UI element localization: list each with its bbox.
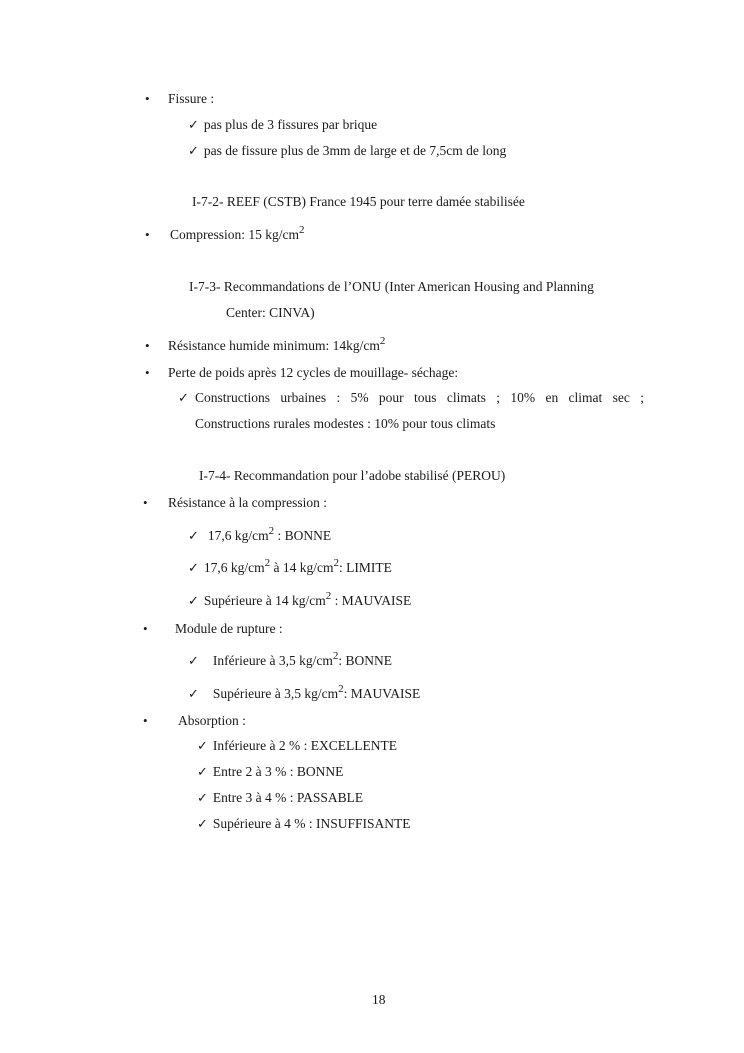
bullet-compression: • xyxy=(145,227,150,242)
constructions-line1: Constructions urbaines : 5% pour tous climats ; 10% en climat sec ; xyxy=(195,390,644,405)
resistance-item-2-mid: à 14 kg/cm xyxy=(270,560,334,575)
resistance-item-2-pre: 17,6 kg/cm xyxy=(203,560,265,575)
check-icon: ✓ xyxy=(188,593,199,608)
check-icon: ✓ xyxy=(197,790,208,805)
check-icon: ✓ xyxy=(188,560,199,575)
bullet-resistance-humide: • xyxy=(145,338,150,353)
module-item-2-post: : MAUVAISE xyxy=(343,686,421,701)
bullet-module: • xyxy=(143,621,148,636)
absorption-item-4-text: Supérieure à 4 % : INSUFFISANTE xyxy=(212,816,411,831)
superscript: 2 xyxy=(332,650,339,662)
module-item-2 xyxy=(188,685,420,703)
module-item-1-pre: Inférieure à 3,5 kg/cm xyxy=(212,653,333,668)
superscript: 2 xyxy=(379,335,386,347)
resistance-humide-text: Résistance humide minimum: 14kg/cm xyxy=(168,338,380,353)
superscript: 2 xyxy=(338,683,344,695)
resistance-item-3-post: : MAUVAISE xyxy=(331,593,412,608)
bullet-perte: • xyxy=(145,365,150,380)
module-item-2-pre: Supérieure à 3,5 kg/cm xyxy=(212,686,339,701)
check-icon: ✓ xyxy=(188,143,199,158)
absorption-item-3 xyxy=(197,789,363,807)
absorption-item-1 xyxy=(197,737,397,755)
check-icon: ✓ xyxy=(178,390,189,405)
absorption-item-3-text: Entre 3 à 4 % : PASSABLE xyxy=(212,790,364,805)
module-label: Module de rupture : xyxy=(175,621,283,636)
bullet-fissure: • xyxy=(145,91,150,106)
compression-line xyxy=(170,226,305,244)
absorption-label: Absorption : xyxy=(178,713,246,728)
absorption-item-2-text: Entre 2 à 3 % : BONNE xyxy=(212,764,344,779)
resistance-item-3 xyxy=(188,592,411,610)
fissure-item-2 xyxy=(188,142,506,160)
resistance-item-1-post: : BONNE xyxy=(274,528,332,543)
check-icon: ✓ xyxy=(197,816,208,831)
fissure-label: Fissure : xyxy=(168,91,215,106)
bullet-resistance-compression: • xyxy=(143,495,148,510)
absorption-item-4 xyxy=(197,815,411,833)
resistance-humide-line xyxy=(168,337,385,355)
absorption-item-1-text: Inférieure à 2 % : EXCELLENTE xyxy=(212,738,397,753)
resistance-item-1 xyxy=(188,527,331,545)
heading-onu-line1: I-7-3- Recommandations de l’ONU (Inter American Housing and Planning xyxy=(189,279,594,294)
superscript: 2 xyxy=(264,557,271,569)
superscript: 2 xyxy=(268,525,275,537)
check-icon: ✓ xyxy=(188,653,199,668)
absorption-item-2 xyxy=(197,763,343,781)
heading-perou: I-7-4- Recommandation pour l’adobe stabilisé (PEROU) xyxy=(199,468,506,483)
module-item-1 xyxy=(188,652,392,670)
resistance-item-2 xyxy=(188,559,392,577)
fissure-item-1-text: pas plus de 3 fissures par brique xyxy=(203,117,378,132)
check-icon: ✓ xyxy=(188,528,199,543)
resistance-item-3-pre: Supérieure à 14 kg/cm xyxy=(203,593,326,608)
module-item-1-post: : BONNE xyxy=(338,653,392,668)
check-icon: ✓ xyxy=(197,764,208,779)
check-icon: ✓ xyxy=(197,738,208,753)
constructions-line2: Constructions rurales modestes : 10% pour tous climats xyxy=(195,416,496,431)
superscript: 2 xyxy=(299,224,305,236)
heading-reef: I-7-2- REEF (CSTB) France 1945 pour terre damée stabilisée xyxy=(192,194,525,209)
resistance-item-2-post: : LIMITE xyxy=(339,560,392,575)
bullet-absorption: • xyxy=(143,713,148,728)
fissure-item-1 xyxy=(188,116,377,134)
fissure-item-2-text: pas de fissure plus de 3mm de large et de 7,5cm de long xyxy=(203,143,507,158)
check-icon: ✓ xyxy=(188,117,199,132)
check-icon: ✓ xyxy=(188,686,199,701)
compression-text: Compression: 15 kg/cm xyxy=(170,227,299,242)
perte-text: Perte de poids après 12 cycles de mouillage- séchage: xyxy=(168,365,459,380)
resistance-item-1-pre: 17,6 kg/cm xyxy=(207,528,269,543)
heading-onu-line2: Center: CINVA) xyxy=(226,305,315,320)
resistance-compression-label: Résistance à la compression : xyxy=(168,495,327,510)
superscript: 2 xyxy=(325,590,332,602)
page-number: 18 xyxy=(372,992,386,1007)
superscript: 2 xyxy=(333,557,340,569)
